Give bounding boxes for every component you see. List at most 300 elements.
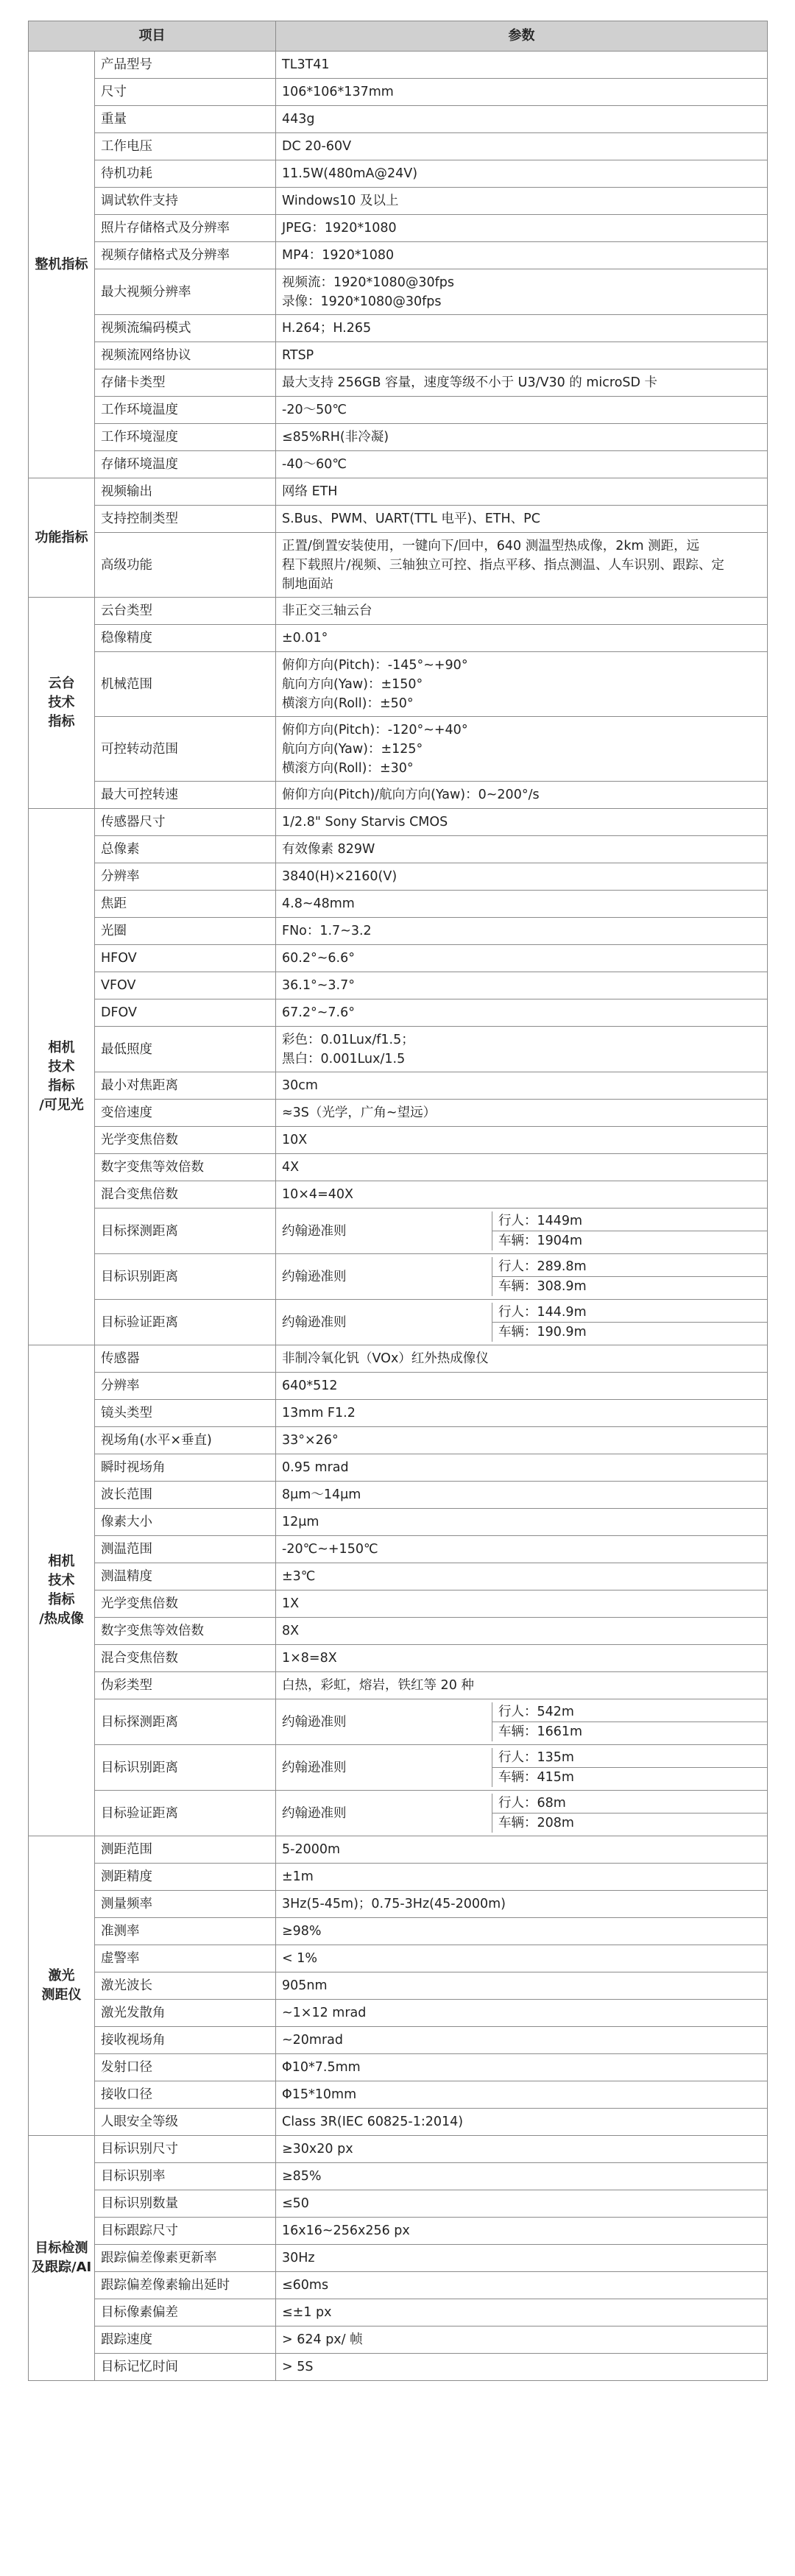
value-line: 航向方向(Yaw)：±125° xyxy=(282,741,423,757)
row-label: 光学变焦倍数 xyxy=(95,1127,276,1154)
row-value xyxy=(276,369,768,397)
row-label: 传感器 xyxy=(95,1345,276,1373)
row-label: 发射口径 xyxy=(95,2054,276,2081)
value-line: 横滚方向(Roll)：±50° xyxy=(282,696,414,711)
row-value xyxy=(276,1373,768,1400)
row-value xyxy=(276,106,768,133)
value-line: 有效像素 829W xyxy=(282,842,375,857)
row-value xyxy=(276,1427,768,1454)
row-value xyxy=(276,315,768,342)
row-label: 视频输出 xyxy=(95,478,276,506)
row-label: 接收口径 xyxy=(95,2081,276,2109)
row-value xyxy=(276,533,768,598)
spec-row xyxy=(29,1699,768,1745)
row-value xyxy=(276,1745,768,1791)
row-label: 目标验证距离 xyxy=(95,1300,276,1345)
spec-row xyxy=(29,506,768,533)
header-item: 项目 xyxy=(29,21,276,52)
value-line: ≤60ms xyxy=(282,2278,329,2293)
value-line: 3Hz(5-45m)；0.75-3Hz(45-2000m) xyxy=(282,1897,506,1911)
spec-row xyxy=(29,999,768,1027)
row-label: 传感器尺寸 xyxy=(95,809,276,836)
row-value xyxy=(276,52,768,79)
row-label: 接收视场角 xyxy=(95,2027,276,2054)
distance-value: 行人：144.9m xyxy=(498,1305,587,1320)
row-label: 产品型号 xyxy=(95,52,276,79)
spec-row xyxy=(29,1836,768,1864)
spec-row xyxy=(29,242,768,269)
row-value xyxy=(276,2299,768,2326)
section-name-line: 指标 xyxy=(48,1592,75,1607)
section-name xyxy=(29,52,95,478)
spec-row xyxy=(29,972,768,999)
value-line: Class 3R(IEC 60825-1:2014) xyxy=(282,2115,464,2129)
value-line: H.264；H.265 xyxy=(282,321,372,336)
value-line: 67.2°~7.6° xyxy=(282,1005,355,1020)
value-line: 30cm xyxy=(282,1078,318,1093)
row-value xyxy=(276,79,768,106)
row-label: 瞬时视场角 xyxy=(95,1454,276,1482)
value-line: 俯仰方向(Pitch)：-145°~+90° xyxy=(282,657,468,673)
spec-row xyxy=(29,106,768,133)
row-label: 目标像素偏差 xyxy=(95,2299,276,2326)
value-line: 非正交三轴云台 xyxy=(282,604,372,618)
spec-row xyxy=(29,451,768,478)
spec-row xyxy=(29,1209,768,1254)
spec-row xyxy=(29,945,768,972)
row-label: HFOV xyxy=(95,945,276,972)
distance-value: 车辆：190.9m xyxy=(492,1323,767,1342)
row-label: 尺寸 xyxy=(95,79,276,106)
value-line: 106*106*137mm xyxy=(282,85,394,99)
row-value xyxy=(276,424,768,451)
section-name-line: 指标 xyxy=(48,1078,75,1094)
standard-label: 约翰逊准则 xyxy=(276,1211,492,1250)
spec-row xyxy=(29,188,768,215)
row-label: 虚警率 xyxy=(95,1945,276,1972)
row-value xyxy=(276,2354,768,2381)
standard-label: 约翰逊准则 xyxy=(276,1257,492,1296)
row-value xyxy=(276,1254,768,1300)
row-label: 总像素 xyxy=(95,836,276,863)
section-name-line: 整机指标 xyxy=(35,256,88,272)
row-value xyxy=(276,215,768,242)
value-line: 白热，彩虹，熔岩，铁红等 20 种 xyxy=(282,1678,474,1693)
value-line: RTSP xyxy=(282,348,314,363)
spec-row xyxy=(29,2190,768,2218)
row-label: 目标识别率 xyxy=(95,2163,276,2190)
row-value xyxy=(276,1590,768,1618)
value-line: 俯仰方向(Pitch)：-120°~+40° xyxy=(282,722,468,737)
spec-row xyxy=(29,2354,768,2381)
spec-row xyxy=(29,782,768,809)
value-line: 60.2°~6.6° xyxy=(282,951,355,966)
row-label: DFOV xyxy=(95,999,276,1027)
row-value xyxy=(276,1836,768,1864)
spec-row xyxy=(29,1127,768,1154)
row-value xyxy=(276,2326,768,2354)
value-line: 4X xyxy=(282,1160,300,1175)
value-line: ~20mrad xyxy=(282,2033,344,2048)
row-value xyxy=(276,451,768,478)
spec-row xyxy=(29,1645,768,1672)
row-value xyxy=(276,1645,768,1672)
value-line: 正置/倒置安装使用，一键向下/回中，640 测温型热成像，2km 测距，远 xyxy=(282,538,700,553)
value-line: S.Bus、PWM、UART(TTL 电平)、ETH、PC xyxy=(282,512,540,526)
value-line: 13mm F1.2 xyxy=(282,1406,356,1420)
spec-row xyxy=(29,478,768,506)
section-name xyxy=(29,478,95,598)
spec-row xyxy=(29,533,768,598)
section-name-line: /可见光 xyxy=(39,1097,84,1113)
spec-row xyxy=(29,369,768,397)
row-label: 目标探测距离 xyxy=(95,1209,276,1254)
row-value xyxy=(276,397,768,424)
spec-row xyxy=(29,1400,768,1427)
row-value xyxy=(276,1618,768,1645)
spec-row xyxy=(29,1100,768,1127)
row-label: 数字变焦等效倍数 xyxy=(95,1618,276,1645)
row-value xyxy=(276,2136,768,2163)
value-line: 10X xyxy=(282,1133,308,1147)
distance-value: 车辆：1661m xyxy=(492,1722,767,1742)
spec-row xyxy=(29,1563,768,1590)
row-value xyxy=(276,1072,768,1100)
row-value xyxy=(276,625,768,652)
spec-row xyxy=(29,315,768,342)
value-line: 3840(H)×2160(V) xyxy=(282,869,398,884)
row-label: 工作环境温度 xyxy=(95,397,276,424)
row-value xyxy=(276,1864,768,1891)
row-label: 工作环境湿度 xyxy=(95,424,276,451)
row-value xyxy=(276,1918,768,1945)
row-label: 最大可控转速 xyxy=(95,782,276,809)
value-line: ±0.01° xyxy=(282,631,328,645)
row-value xyxy=(276,1972,768,2000)
value-line: 5-2000m xyxy=(282,1842,341,1857)
spec-row xyxy=(29,133,768,160)
row-label: 存储卡类型 xyxy=(95,369,276,397)
row-value xyxy=(276,1509,768,1536)
distance-value: 车辆：415m xyxy=(492,1768,767,1788)
row-value xyxy=(276,133,768,160)
value-line: FNo：1.7~3.2 xyxy=(282,924,372,938)
spec-row xyxy=(29,1454,768,1482)
section-name-line: 目标检测 xyxy=(35,2240,88,2256)
section-name-line: 指标 xyxy=(48,714,75,729)
row-label: 待机功耗 xyxy=(95,160,276,188)
row-label: 测温精度 xyxy=(95,1563,276,1590)
row-label: 准测率 xyxy=(95,1918,276,1945)
row-label: 最低照度 xyxy=(95,1027,276,1072)
row-value xyxy=(276,2054,768,2081)
row-label: 存储环境温度 xyxy=(95,451,276,478)
row-value xyxy=(276,2190,768,2218)
row-label: 视场角(水平×垂直) xyxy=(95,1427,276,1454)
spec-row xyxy=(29,269,768,315)
row-label: 光学变焦倍数 xyxy=(95,1590,276,1618)
row-label: 目标跟踪尺寸 xyxy=(95,2218,276,2245)
spec-row xyxy=(29,836,768,863)
distance-value: 车辆：308.9m xyxy=(492,1277,767,1297)
spec-row xyxy=(29,1181,768,1209)
row-label: 稳像精度 xyxy=(95,625,276,652)
value-line: 33°×26° xyxy=(282,1433,339,1448)
spec-row xyxy=(29,2326,768,2354)
row-label: 测温范围 xyxy=(95,1536,276,1563)
spec-row xyxy=(29,1745,768,1791)
spec-row xyxy=(29,1791,768,1836)
row-value xyxy=(276,1791,768,1836)
value-line: ±3℃ xyxy=(282,1569,316,1584)
section-name xyxy=(29,598,95,809)
row-label: 重量 xyxy=(95,106,276,133)
spec-row xyxy=(29,625,768,652)
spec-row xyxy=(29,2054,768,2081)
row-value xyxy=(276,1181,768,1209)
spec-row xyxy=(29,1536,768,1563)
header-param: 参数 xyxy=(276,21,768,52)
value-line: TL3T41 xyxy=(282,57,330,72)
row-label: 支持控制类型 xyxy=(95,506,276,533)
row-value xyxy=(276,945,768,972)
spec-row xyxy=(29,160,768,188)
row-label: 工作电压 xyxy=(95,133,276,160)
section-name xyxy=(29,1836,95,2136)
row-label: 机械范围 xyxy=(95,652,276,717)
standard-label: 约翰逊准则 xyxy=(276,1702,492,1741)
row-value xyxy=(276,1945,768,1972)
section-name-line: 云台 xyxy=(48,676,75,691)
row-value xyxy=(276,342,768,369)
value-line: < 1% xyxy=(282,1951,317,1966)
section-name xyxy=(29,1345,95,1836)
distance-value: 行人：1449m xyxy=(498,1214,583,1228)
row-label: 目标验证距离 xyxy=(95,1791,276,1836)
row-value xyxy=(276,1154,768,1181)
row-value xyxy=(276,1563,768,1590)
row-value xyxy=(276,836,768,863)
spec-row xyxy=(29,2299,768,2326)
value-line: 俯仰方向(Pitch)/航向方向(Yaw)：0~200°/s xyxy=(282,788,540,802)
value-line: 最大支持 256GB 容量，速度等级不小于 U3/V30 的 microSD 卡 xyxy=(282,375,658,390)
value-line: 11.5W(480mA@24V) xyxy=(282,166,418,181)
spec-row xyxy=(29,1345,768,1373)
value-line: 程下载照片/视频、三轴独立可控、指点平移、指点测温、人车识别、跟踪、定 xyxy=(282,557,724,573)
distance-value: 车辆：208m xyxy=(492,1814,767,1833)
row-label: 目标识别尺寸 xyxy=(95,2136,276,2163)
row-value xyxy=(276,918,768,945)
spec-row xyxy=(29,1072,768,1100)
row-value xyxy=(276,1400,768,1427)
row-value xyxy=(276,1300,768,1345)
spec-table xyxy=(28,21,768,2381)
row-value xyxy=(276,1699,768,1745)
value-line: 0.95 mrad xyxy=(282,1460,349,1475)
section-name-line: 测距仪 xyxy=(41,1987,82,2003)
row-label: 可控转动范围 xyxy=(95,717,276,782)
row-label: 激光发散角 xyxy=(95,2000,276,2027)
row-label: 云台类型 xyxy=(95,598,276,625)
spec-row xyxy=(29,918,768,945)
row-value xyxy=(276,717,768,782)
row-label: 测量频率 xyxy=(95,1891,276,1918)
spec-row xyxy=(29,809,768,836)
spec-row xyxy=(29,1254,768,1300)
row-label: 跟踪偏差像素更新率 xyxy=(95,2245,276,2272)
row-value xyxy=(276,972,768,999)
row-label: VFOV xyxy=(95,972,276,999)
row-value xyxy=(276,809,768,836)
row-label: 测距精度 xyxy=(95,1864,276,1891)
section-name-line: 功能指标 xyxy=(35,529,88,545)
row-value xyxy=(276,2163,768,2190)
row-value xyxy=(276,478,768,506)
row-value xyxy=(276,269,768,315)
row-value xyxy=(276,242,768,269)
value-line: MP4：1920*1080 xyxy=(282,248,395,263)
value-line: 黑白：0.001Lux/1.5 xyxy=(282,1051,406,1066)
row-label: 变倍速度 xyxy=(95,1100,276,1127)
value-line: 16x16~256x256 px xyxy=(282,2223,410,2238)
row-value xyxy=(276,1891,768,1918)
row-label: 视频流编码模式 xyxy=(95,315,276,342)
value-line: ≤±1 px xyxy=(282,2305,332,2320)
spec-row xyxy=(29,2109,768,2136)
value-line: ±1m xyxy=(282,1869,314,1884)
spec-row xyxy=(29,598,768,625)
row-value xyxy=(276,2245,768,2272)
value-line: > 624 px/ 帧 xyxy=(282,2332,363,2347)
value-line: 1X xyxy=(282,1596,300,1611)
section-name-line: 技术 xyxy=(48,1059,75,1075)
spec-row xyxy=(29,79,768,106)
row-label: 高级功能 xyxy=(95,533,276,598)
value-line: 8μm～14μm xyxy=(282,1487,361,1502)
spec-row xyxy=(29,1482,768,1509)
spec-row xyxy=(29,2163,768,2190)
value-line: Windows10 及以上 xyxy=(282,194,399,208)
value-line: 1×8=8X xyxy=(282,1651,337,1666)
spec-row xyxy=(29,2000,768,2027)
value-line: 1/2.8" Sony Starvis CMOS xyxy=(282,815,448,829)
row-label: 分辨率 xyxy=(95,863,276,891)
value-line: ~1×12 mrad xyxy=(282,2006,367,2020)
value-line: 4.8~48mm xyxy=(282,896,355,911)
row-label: 像素大小 xyxy=(95,1509,276,1536)
spec-row xyxy=(29,863,768,891)
row-label: 目标识别距离 xyxy=(95,1745,276,1791)
row-value xyxy=(276,160,768,188)
row-value xyxy=(276,506,768,533)
spec-row xyxy=(29,424,768,451)
row-label: 视频流网络协议 xyxy=(95,342,276,369)
row-label: 测距范围 xyxy=(95,1836,276,1864)
spec-body xyxy=(29,52,768,2381)
value-line: 横滚方向(Roll)：±30° xyxy=(282,760,414,776)
distance-value: 车辆：1904m xyxy=(492,1231,767,1251)
distance-value: 行人：68m xyxy=(498,1796,566,1811)
value-line: -40～60℃ xyxy=(282,457,347,472)
row-label: 照片存储格式及分辨率 xyxy=(95,215,276,242)
spec-row xyxy=(29,2245,768,2272)
row-value xyxy=(276,999,768,1027)
row-value xyxy=(276,1345,768,1373)
spec-row xyxy=(29,652,768,717)
row-value xyxy=(276,1100,768,1127)
standard-label: 约翰逊准则 xyxy=(276,1303,492,1342)
spec-row xyxy=(29,1918,768,1945)
row-value xyxy=(276,891,768,918)
spec-row xyxy=(29,1891,768,1918)
row-label: 伪彩类型 xyxy=(95,1672,276,1699)
row-value xyxy=(276,188,768,215)
value-line: ≥98% xyxy=(282,1924,322,1939)
row-value xyxy=(276,2000,768,2027)
spec-row xyxy=(29,342,768,369)
row-value xyxy=(276,2109,768,2136)
row-value xyxy=(276,2081,768,2109)
row-value xyxy=(276,1536,768,1563)
value-line: 制地面站 xyxy=(282,576,333,592)
header-row xyxy=(29,21,768,52)
row-label: 激光波长 xyxy=(95,1972,276,2000)
row-label: 视频存储格式及分辨率 xyxy=(95,242,276,269)
section-name-line: 技术 xyxy=(48,695,75,710)
spec-row xyxy=(29,215,768,242)
value-line: 8X xyxy=(282,1624,300,1638)
value-line: -20～50℃ xyxy=(282,403,347,417)
row-label: 混合变焦倍数 xyxy=(95,1181,276,1209)
spec-row xyxy=(29,1300,768,1345)
value-line: 网络 ETH xyxy=(282,484,338,499)
value-line: Φ15*10mm xyxy=(282,2087,357,2102)
row-value xyxy=(276,2272,768,2299)
row-label: 目标探测距离 xyxy=(95,1699,276,1745)
row-value xyxy=(276,2027,768,2054)
value-line: 视频流：1920*1080@30fps xyxy=(282,275,454,290)
spec-row xyxy=(29,1027,768,1072)
spec-row xyxy=(29,2136,768,2163)
value-line: 36.1°~3.7° xyxy=(282,978,355,993)
row-label: 调试软件支持 xyxy=(95,188,276,215)
spec-row xyxy=(29,891,768,918)
value-line: ≥85% xyxy=(282,2169,322,2184)
value-line: 彩色：0.01Lux/f1.5； xyxy=(282,1032,414,1047)
value-line: 12μm xyxy=(282,1515,319,1529)
standard-label: 约翰逊准则 xyxy=(276,1748,492,1787)
section-name xyxy=(29,809,95,1345)
value-line: > 5S xyxy=(282,2360,314,2374)
row-label: 跟踪速度 xyxy=(95,2326,276,2354)
value-line: DC 20-60V xyxy=(282,139,352,154)
value-line: 443g xyxy=(282,112,315,127)
row-label: 镜头类型 xyxy=(95,1400,276,1427)
row-value xyxy=(276,1454,768,1482)
row-label: 焦距 xyxy=(95,891,276,918)
row-label: 人眼安全等级 xyxy=(95,2109,276,2136)
spec-row xyxy=(29,1945,768,1972)
value-line: 640*512 xyxy=(282,1379,338,1393)
spec-row xyxy=(29,2218,768,2245)
section-name-line: 相机 xyxy=(48,1040,75,1055)
row-label: 光圈 xyxy=(95,918,276,945)
spec-row xyxy=(29,1154,768,1181)
value-line: 非制冷氧化钒（VOx）红外热成像仪 xyxy=(282,1351,489,1366)
row-value xyxy=(276,1209,768,1254)
standard-label: 约翰逊准则 xyxy=(276,1794,492,1833)
row-label: 分辨率 xyxy=(95,1373,276,1400)
